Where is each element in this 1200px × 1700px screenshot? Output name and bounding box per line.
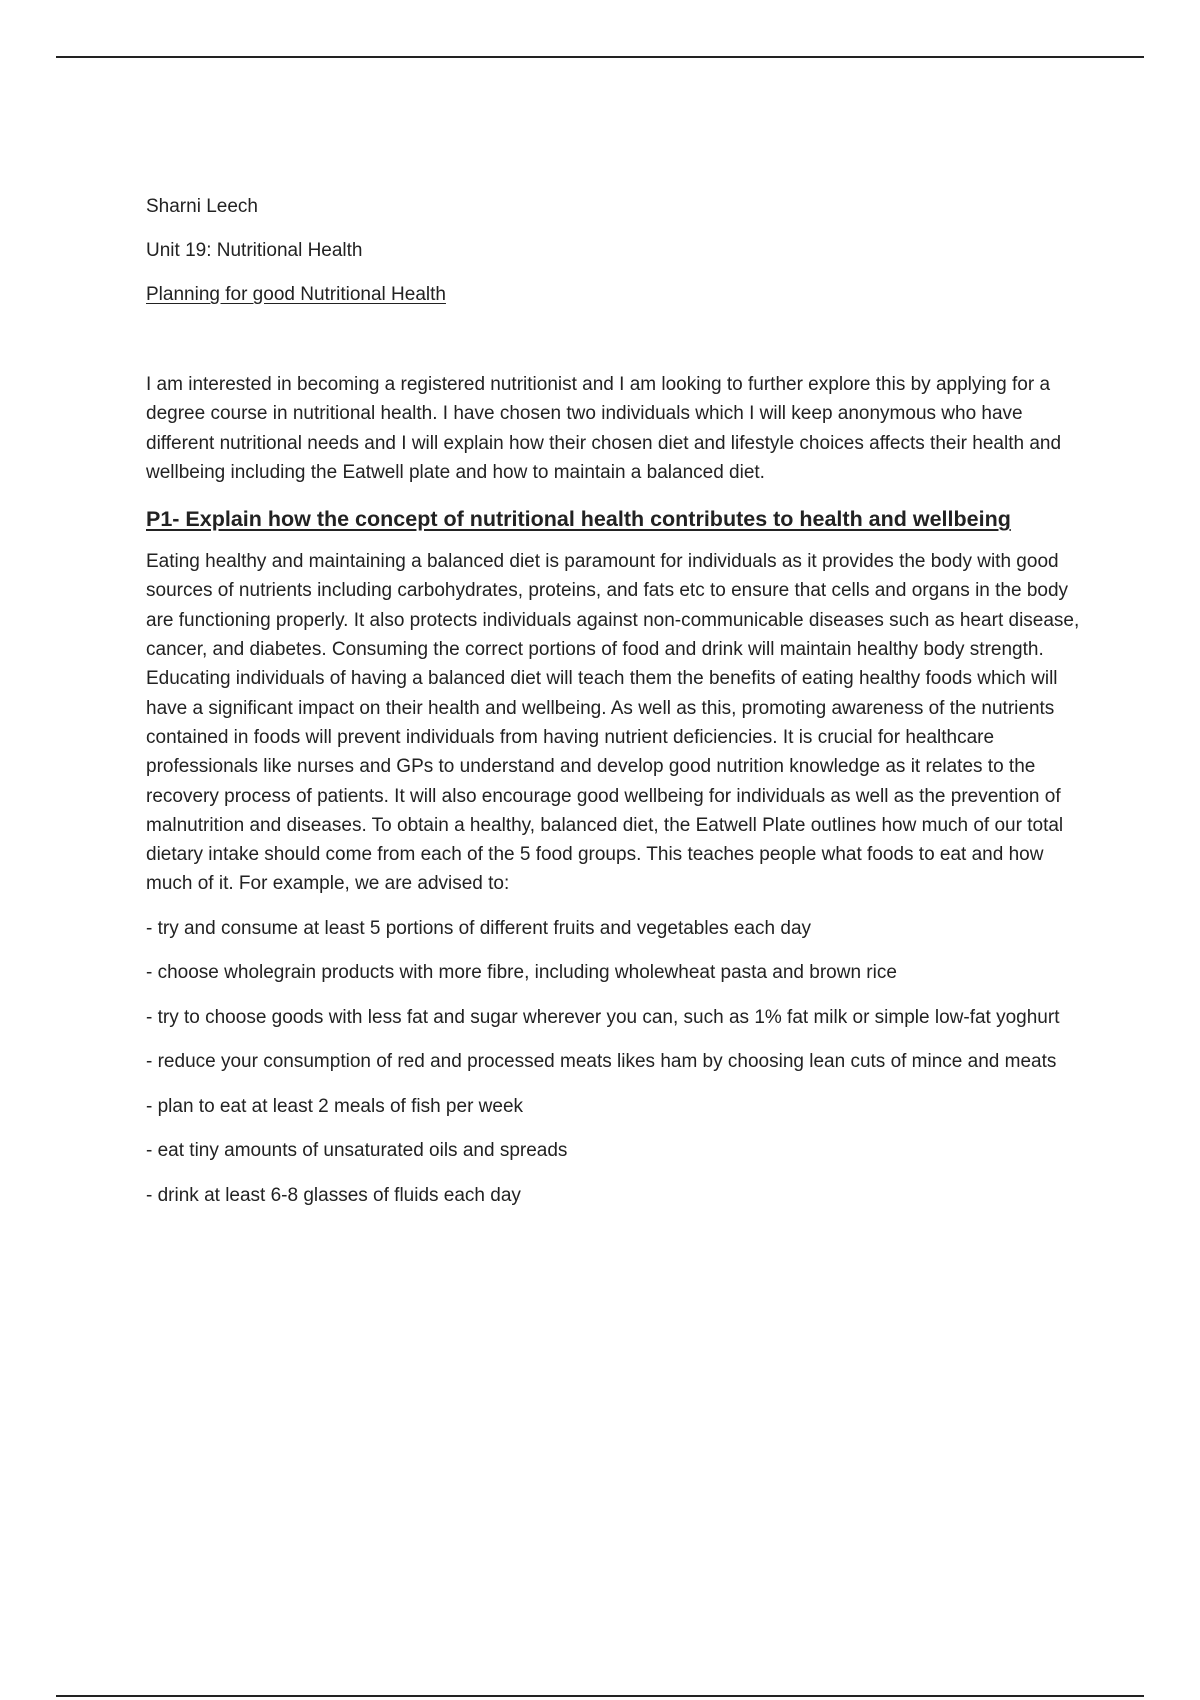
section-heading: P1- Explain how the concept of nutritional health contributes to health and wellbeing bbox=[146, 507, 1011, 532]
document-title: Planning for good Nutritional Health bbox=[146, 284, 446, 305]
intro-paragraph: I am interested in becoming a registered nutritionist and I am looking to further explore this by applying for a degree course in nutritional health. I have chosen two individuals which I will keep anonymous who have different nutritional needs and I will explain how their chosen diet and lifestyle choices affects their health and wellbeing including the Eatwell plate and how to maintain a balanced diet. bbox=[146, 374, 1062, 483]
footer-rule bbox=[56, 1695, 1144, 1697]
header-rule bbox=[56, 56, 1144, 58]
list-item: - reduce your consumption of red and processed meats likes ham by choosing lean cuts of mince and meats bbox=[146, 1051, 1057, 1073]
list-item: - try and consume at least 5 portions of different fruits and vegetables each day bbox=[146, 917, 812, 939]
list-item: - choose wholegrain products with more fibre, including wholewheat pasta and brown rice bbox=[146, 962, 897, 984]
list-item: - plan to eat at least 2 meals of fish per week bbox=[146, 1095, 524, 1117]
advice-list bbox=[146, 915, 1091, 1211]
document-body bbox=[146, 193, 1091, 1226]
section-paragraph: Eating healthy and maintaining a balanced diet is paramount for individuals as it provides the body with good sources of nutrients including carbohydrates, proteins, and fats etc to ensure that cells and organs in the body are functioning properly. It also protects individuals against non-communicable diseases such as heart disease, cancer, and diabetes. Consuming the correct portions of food and drink will maintain healthy body strength. Educating individuals of having a balanced diet will teach them the benefits of eating healthy foods which will have a significant impact on their health and wellbeing. As well as this, promoting awareness of the nutrients contained in foods will prevent individuals from having nutrient deficiencies. It is crucial for healthcare professionals like nurses and GPs to understand and develop good nutrition knowledge as it relates to the recovery process of patients. It will also encourage good wellbeing for individuals as well as the prevention of malnutrition and diseases. To obtain a healthy, balanced diet, the Eatwell Plate outlines how much of our total dietary intake should come from each of the 5 food groups. This teaches people what foods to eat and how much of it. For example, we are advised to: bbox=[146, 551, 1080, 895]
author-name: Sharni Leech bbox=[146, 196, 258, 217]
list-item: - eat tiny amounts of unsaturated oils and spreads bbox=[146, 1140, 568, 1162]
list-item: - drink at least 6-8 glasses of fluids each day bbox=[146, 1184, 521, 1206]
unit-title: Unit 19: Nutritional Health bbox=[146, 240, 363, 261]
list-item: - try to choose goods with less fat and sugar wherever you can, such as 1% fat milk or simple low-fat yoghurt bbox=[146, 1006, 1060, 1028]
